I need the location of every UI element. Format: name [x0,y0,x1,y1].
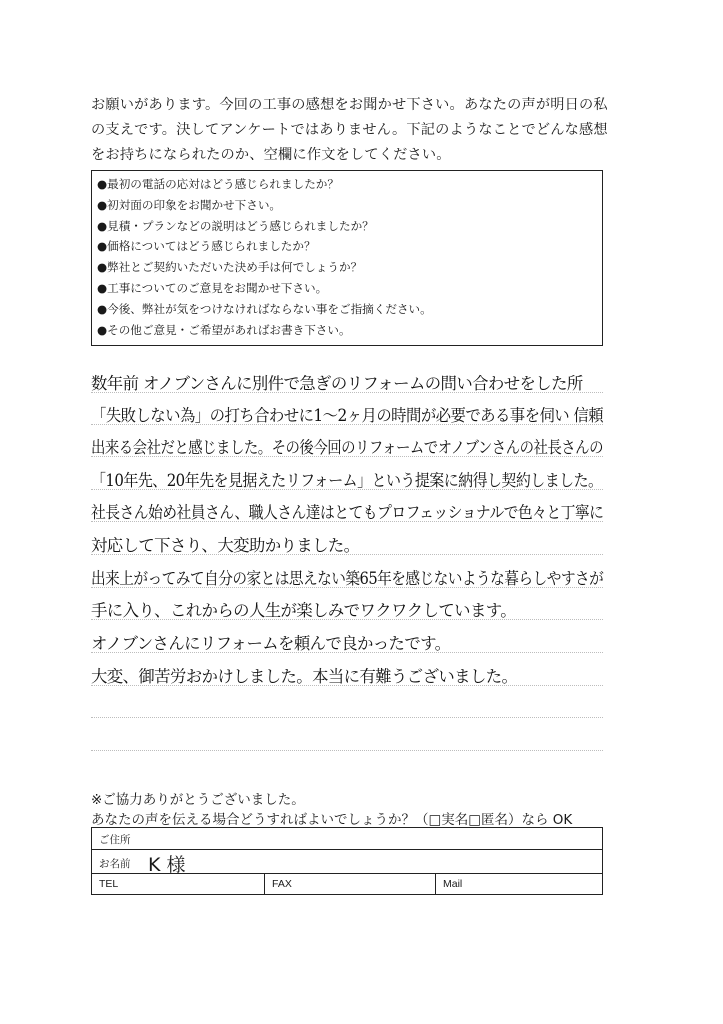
handwritten-line: 対応して下さり、大変助かりました。 [91,536,360,555]
writing-rule [91,717,603,718]
name-value: K 様 [148,854,186,876]
address-label: ご住所 [99,834,131,846]
intro-line: をお持ちになられたのか、空欄に作文をしてください。 [91,147,451,163]
fax-label: FAX [272,878,292,890]
question-item: ●価格についてはどう感じられましたか？ [97,239,316,254]
name-disclosure-question: あなたの声を伝える場合どうすればよいでしょうか？（□実名□匿名）なら OK [91,812,573,828]
handwritten-line: 出来上がってみて自分の家とは思えない築65年を感じないような暮らしやすさが [91,569,604,588]
address-row [92,828,602,850]
question-item: ●最初の電話の応対はどう感じられましたか？ [97,177,339,191]
writing-rule [91,750,603,751]
tel-label: TEL [99,878,119,890]
intro-line: の支えです。決してアンケートではありません。下記のようなことでどんな感想 [91,122,608,138]
handwritten-line: 「失敗しない為」の打ち合わせに1〜2ヶ月の時間が必要である事を伺い 信頼 [91,406,604,425]
contact-row [92,874,602,894]
question-item: ●弊社とご契約いただいた決め手は何でしょうか？ [97,260,363,275]
divider [264,874,265,894]
question-item: ●その他ご意見・ご希望があればお書き下さい。 [97,322,351,337]
handwritten-line: 手に入り、これからの人生が楽しみでワクワクしています。 [91,601,517,620]
contact-form [91,827,603,895]
question-item: ●工事についてのご意見をお聞かせ下さい。 [97,280,328,295]
handwritten-line: 社長さん始め社員さん、職人さん達はとてもプロフェッショナルで色々と丁寧に [91,503,604,522]
name-row [92,850,602,874]
name-label: お名前 [99,858,131,870]
handwritten-line: オノブンさんにリフォームを頼んで良かったです。 [91,634,451,653]
handwritten-line: 「10年先、20年先を見据えたリフォーム」という提案に納得し契約しました。 [91,471,603,490]
handwritten-line: 出来る会社だと感じました。その後今回のリフォームでオノブンさんの社長さんの [91,438,603,457]
intro-line: お願いがあります。今回の工事の感想をお聞かせ下さい。あなたの声が明日の私 [91,97,608,113]
thanks-note: ※ご協力ありがとうございました。 [91,792,305,808]
question-item: ●今後、弊社が気をつけなければならない事をご指摘ください。 [97,301,432,316]
handwritten-line: 数年前 オノブンさんに別件で急ぎのリフォームの問い合わせをした所 [91,374,583,393]
divider [435,874,436,894]
handwritten-line: 大変、御苦労おかけしました。本当に有難うございました。 [91,667,518,686]
mail-label: Mail [443,878,463,890]
question-item: ●初対面の印象をお聞かせ下さい。 [97,197,282,212]
question-item: ●見積・プランなどの説明はどう感じられましたか？ [97,218,374,233]
